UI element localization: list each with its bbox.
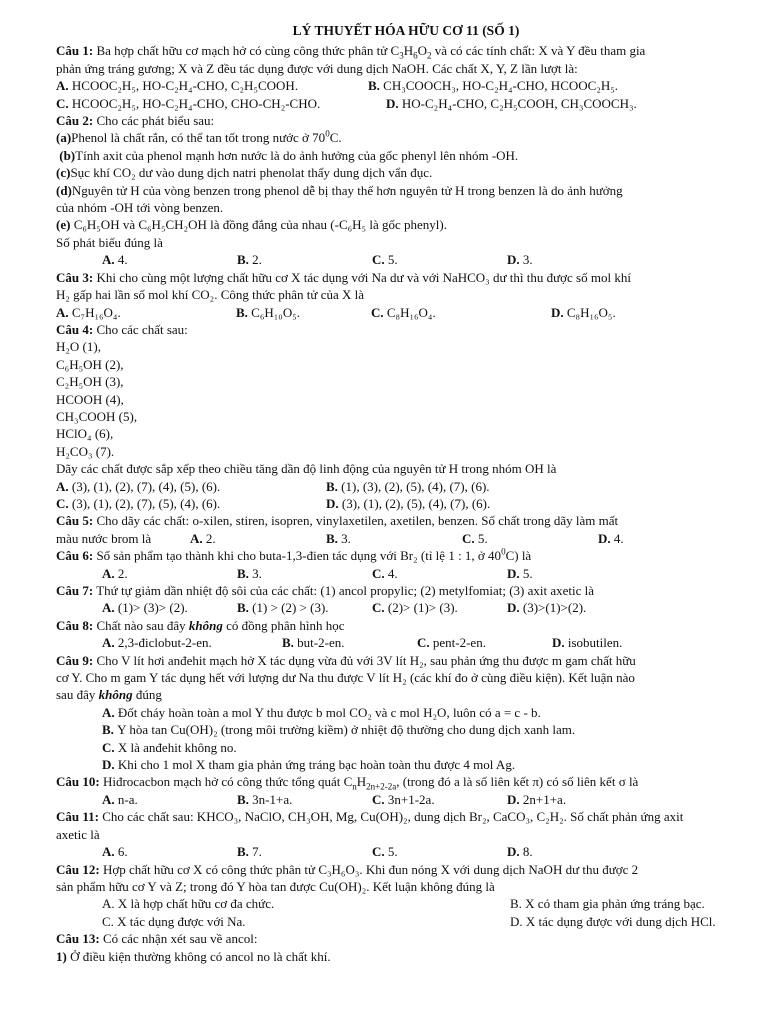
options-row: [56, 913, 756, 930]
statement-d: (d)Nguyên tử H của vòng benzen trong phenol dễ bị thay thế hơn nguyên tử H trong benzen là do ảnh hưởng: [56, 182, 623, 198]
question-stem: Khi cho cùng một lượng chất hữu cơ X tác dụng với Na dư và với NaHCO₃ dư thì thu được số mol khí: [96, 269, 631, 285]
list-item: H₂O (1),: [56, 339, 101, 355]
question-12: [56, 861, 756, 878]
statement-b: (b)Tính axit của phenol mạnh hơn nước là do ảnh hưởng của gốc phenyl lên nhóm -OH.: [59, 147, 519, 163]
option-c: C. 4.: [372, 565, 398, 581]
question-stem: Cho các chất sau:: [96, 321, 188, 337]
option-c: C. 3n+1-2a.: [372, 791, 435, 807]
question-stem-line: cơ Y. Cho m gam Y tác dụng hết với lượng dư Na thu được V lít H₂ (các khí đo ở cùng điều kiện). Kết luận nào: [56, 670, 635, 686]
option-d: D. 8.: [507, 844, 533, 860]
option-d: D. (3), (1), (2), (5), (4), (7), (6).: [326, 495, 491, 511]
question-label: Câu 6:: [56, 548, 94, 564]
question-stem: Hợp chất hữu cơ X có công thức phân tử C₃H₆O₃. Khi đun nóng X với dung dịch NaOH dư thu được 2: [102, 861, 639, 877]
option-a: A. X là hợp chất hữu cơ đa chức.: [102, 896, 275, 912]
question-4: [56, 321, 756, 338]
question-label: Câu 3:: [56, 269, 94, 285]
question-8: [56, 617, 756, 634]
statement-e: (e) C₆H₅OH và C₆H₅CH₂OH là đồng đẳng của nhau (-C₆H₅ là gốc phenyl).: [56, 217, 447, 233]
option-a: A. (1)> (3)> (2).: [102, 600, 188, 616]
statement-a: (a)Phenol là chất rắn, có thể tan tốt trong nước ở $70^0C$.: [56, 129, 342, 146]
options-row: [56, 565, 756, 582]
option-d: D. C₈H₁₆O₅.: [551, 304, 616, 320]
question-label: Câu 9:: [56, 652, 94, 668]
option-d: D. (3)>(1)>(2).: [507, 600, 587, 616]
option-b: B. but-2-en.: [282, 635, 345, 651]
question-label: Câu 1:: [56, 43, 94, 59]
question-stem: Thứ tự giảm dần nhiệt độ sôi của các chất: (1) ancol propylic; (2) metylfomiat; (3) axit axetic là: [96, 583, 595, 598]
options-row: [56, 791, 756, 808]
options-row: [56, 895, 756, 912]
question-stem: Số sản phẩm tạo thành khi cho buta-1,3-đien tác dụng với Br₂ (tỉ lệ 1 : 1, ở $40^0C$) là: [96, 546, 532, 564]
question-label: Câu 12:: [56, 861, 100, 877]
statement-c: (c)Sục khí CO₂ dư vào dung dịch natri phenolat thấy dung dịch vẩn đục.: [56, 165, 433, 181]
options-row: [56, 95, 756, 112]
question-stem: Có các nhận xét sau về ancol:: [102, 931, 258, 947]
question-stem-line: phản ứng tráng gương; X và Z đều tác dụng được với dung dịch NaOH. Các chất X, Y, Z lần lượt là:: [56, 60, 578, 76]
options-row: [56, 304, 756, 321]
list-item: HCOOH (4),: [56, 391, 124, 407]
question-label: Câu 7:: [56, 583, 94, 598]
question-stem: Cho V lít hơi anđehit mạch hở X tác dụng vừa đủ với 3V lít H₂, sau phản ứng thu được m gam chất hữu: [96, 652, 636, 668]
option-a: A. 6.: [102, 844, 128, 860]
option-d: D. HO-C₂H₄-CHO, C₂H₅COOH, CH₃COOCH₃.: [386, 95, 637, 111]
option-a: A. (3), (1), (2), (7), (4), (5), (6).: [56, 478, 221, 494]
option-b: B. (1) > (2) > (3).: [237, 600, 329, 616]
option-d: D. 2n+1+a.: [507, 791, 567, 807]
question-stem: Cho các chất sau: KHCO₃, NaClO, CH₃OH, Mg, Cu(OH)₂, dung dịch Br₂, CaCO₃, C₂H₂. Số chất phản ứng axit: [102, 809, 684, 825]
list-item: C₂H₅OH (3),: [56, 374, 124, 390]
option-c: C. HCOOC₂H₅, HO-C₂H₄-CHO, CHO-CH₂-CHO.: [56, 95, 321, 111]
question-label: Câu 8:: [56, 617, 94, 633]
question-stem: Ba hợp chất hữu cơ mạch hở có cùng công thức phân tử $C_3H_6O_2$ và có các tính chất: X và Y đều tham gia: [96, 43, 646, 61]
option-c: C. pent-2-en.: [417, 635, 486, 651]
option-b: B. 7.: [237, 844, 262, 860]
question-5: [56, 512, 756, 529]
option-b: B. 3n-1+a.: [237, 791, 293, 807]
option-c: C. X tác dụng được với Na.: [102, 913, 246, 929]
option-a: A. HCOOC₂H₅, HO-C₂H₄-CHO, C₂H₅COOH.: [56, 78, 299, 94]
option-b: B. X có tham gia phản ứng tráng bạc.: [510, 896, 705, 912]
option-c: C. 5.: [372, 844, 398, 860]
page-title: LÝ THUYẾT HÓA HỮU CƠ 11 (SỐ 1): [292, 23, 520, 38]
list-item: C₆H₅OH (2),: [56, 356, 124, 372]
question-stem-line: sản phẩm hữu cơ Y và Z; trong đó Y hòa tan được Cu(OH)₂. Kết luận không đúng là: [56, 878, 495, 894]
statement-d-cont: của nhóm -OH tới vòng benzen.: [56, 200, 224, 216]
question-stem-line: màu nước brom là: [56, 530, 152, 546]
question-10: [56, 773, 756, 793]
option-d: D. 5.: [507, 565, 533, 581]
option-c: C. X là anđehit không no.: [102, 739, 237, 755]
option-c: C. 5.: [462, 530, 488, 546]
question-9: [56, 652, 756, 669]
option-b: B. CH₃COOCH₃, HO-C₂H₄-CHO, HCOOC₂H₅.: [368, 78, 619, 94]
question-stem-line: axetic là: [56, 826, 100, 842]
options-row: [56, 634, 756, 651]
question-3: [56, 269, 756, 286]
options-row: [56, 478, 756, 495]
question-label: Câu 13:: [56, 931, 100, 947]
option-b: B. (1), (3), (2), (5), (4), (7), (6).: [326, 478, 490, 494]
question-label: Câu 2:: [56, 113, 94, 129]
question-7: [56, 582, 756, 599]
question-label: Câu 11:: [56, 809, 99, 825]
options-row: [56, 495, 756, 512]
option-a: A. 2,3-điclobut-2-en.: [102, 635, 212, 651]
options-row: [56, 530, 756, 547]
question-label: Câu 4:: [56, 321, 94, 337]
question-11: [56, 808, 756, 825]
options-row: [56, 77, 756, 94]
option-b: B. Y hòa tan Cu(OH)₂ (trong môi trường kiềm) ở nhiệt độ thường cho dung dịch xanh lam.: [102, 722, 576, 738]
option-a: A. 2.: [102, 565, 128, 581]
option-c: C. C₈H₁₆O₄.: [371, 304, 436, 320]
option-a: A. Đốt cháy hoàn toàn a mol Y thu được b mol CO₂ và c mol H₂O, luôn có a = c - b.: [102, 704, 541, 720]
option-b: B. 3.: [237, 565, 262, 581]
question-2: [56, 112, 756, 129]
question-stem-line: sau đây không đúng: [56, 687, 162, 703]
question-stem: Hiđrocacbon mạch hở có công thức tổng quát $C_nH_{2n+2-2a}$, (trong đó a là số liên kết π) có số liên kết σ là: [102, 774, 639, 793]
option-a: A. n-a.: [102, 791, 138, 807]
question-ask: Số phát biểu đúng là: [56, 234, 163, 250]
question-stem: Cho các phát biểu sau:: [96, 113, 215, 129]
option-b: B. 3.: [326, 530, 351, 546]
question-ask: Dãy các chất được sắp xếp theo chiều tăng dần độ linh động của nguyên tử H trong nhóm OH là: [56, 461, 557, 477]
options-row: [56, 599, 756, 616]
question-label: Câu 5:: [56, 513, 94, 529]
list-item: HClO₄ (6),: [56, 426, 114, 442]
question-stem: Chất nào sau đây không có đồng phân hình học: [96, 617, 345, 633]
question-1: [56, 42, 756, 59]
option-a: A. 4.: [102, 252, 128, 268]
statement-1: 1) Ở điều kiện thường không có ancol no là chất khí.: [56, 948, 331, 964]
option-c: C. (2)> (1)> (3).: [372, 600, 458, 616]
option-a: A. C₇H₁₆O₄.: [56, 304, 121, 320]
option-d: D. 4.: [598, 530, 624, 546]
option-d: D. X tác dụng được với dung dịch HCl.: [510, 913, 716, 929]
option-c: C. 5.: [372, 252, 398, 268]
question-stem-line: H₂ gấp hai lần số mol khí CO₂. Công thức phân tử của X là: [56, 287, 365, 303]
question-stem: Cho dãy các chất: o-xilen, stiren, isopren, vinylaxetilen, axetilen, benzen. Số chất trong dãy làm mất: [96, 513, 619, 529]
question-6: [56, 547, 756, 564]
option-c: C. (3), (1), (2), (7), (5), (4), (6).: [56, 495, 221, 511]
option-a: A. 2.: [190, 530, 216, 546]
question-13: [56, 930, 756, 947]
option-b: B. 2.: [237, 252, 262, 268]
list-item: CH₃COOH (5),: [56, 408, 138, 424]
options-row: [56, 251, 756, 268]
list-item: H₂CO₃ (7).: [56, 443, 115, 459]
options-row: [56, 843, 756, 860]
option-b: B. C₆H₁₀O₅.: [236, 304, 300, 320]
question-label: Câu 10:: [56, 774, 100, 790]
option-d: D. Khi cho 1 mol X tham gia phản ứng tráng bạc hoàn toàn thu được 4 mol Ag.: [102, 757, 516, 773]
option-d: D. 3.: [507, 252, 533, 268]
option-d: D. isobutilen.: [552, 635, 623, 651]
